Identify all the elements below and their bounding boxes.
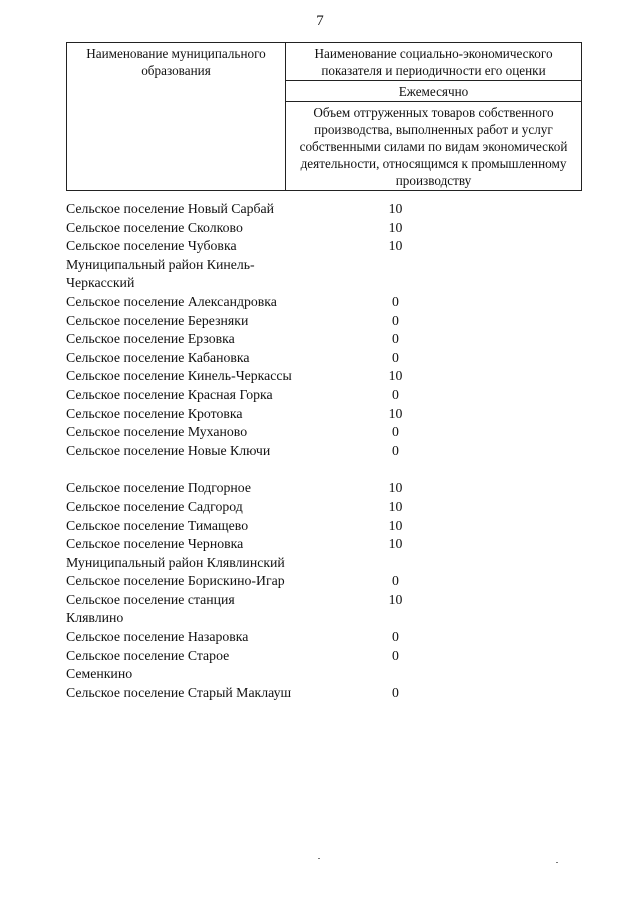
table-row [66, 554, 486, 573]
municipality-name: Сельское поселение Березняки [66, 312, 249, 328]
scan-speck [556, 862, 558, 863]
district-name: Муниципальный район Кинель-Черкасский [66, 256, 255, 291]
municipality-name: Сельское поселение Борискино-Игар [66, 573, 285, 589]
table-row [66, 591, 486, 628]
table-row [66, 312, 486, 331]
table-row [66, 330, 486, 349]
indicator-value: 10 [388, 480, 403, 496]
indicator-value: 10 [388, 238, 403, 254]
municipality-name: Сельское поселение станция Клявлино [66, 591, 235, 626]
page-number: 7 [316, 13, 324, 29]
table-row [66, 628, 486, 647]
indicator-value: 0 [392, 349, 399, 365]
indicator-value: 0 [392, 424, 399, 440]
table-row [66, 684, 486, 703]
indicator-value: 0 [392, 629, 399, 645]
indicator-value: 0 [392, 386, 399, 402]
table-row [66, 498, 486, 517]
header-table [66, 42, 582, 191]
municipality-name: Сельское поселение Старый Маклауш [66, 684, 292, 700]
table-row [66, 517, 486, 536]
municipality-name: Сельское поселение Красная Горка [66, 386, 273, 402]
header-indicator-cell: Наименование социально-экономического показателя и периодичности его оценки [286, 43, 582, 81]
indicator-value: 10 [388, 498, 403, 514]
table-row [66, 386, 486, 405]
municipality-name: Сельское поселение Кабановка [66, 349, 250, 365]
table-row [66, 647, 486, 684]
indicator-value: 10 [388, 536, 403, 552]
indicator-value: 0 [392, 312, 399, 328]
header-municipality-cell: Наименование муниципального образования [67, 43, 286, 191]
indicator-value: 10 [388, 368, 403, 384]
municipality-name: Сельское поселение Тимащево [66, 517, 249, 533]
table-row [66, 367, 486, 386]
table-row [66, 442, 486, 461]
municipality-name: Сельское поселение Садгород [66, 498, 243, 514]
municipality-name: Сельское поселение Сколково [66, 219, 243, 235]
table-row [66, 423, 486, 442]
municipality-name: Сельское поселение Муханово [66, 424, 248, 440]
municipality-name: Сельское поселение Кинель-Черкассы [66, 368, 292, 384]
indicator-value: 0 [392, 573, 399, 589]
municipality-list [66, 200, 486, 702]
indicator-value: 10 [388, 201, 403, 216]
table-row [66, 572, 486, 591]
header-indicator-description-cell: Объем отгруженных товаров собственного производства, выполненных работ и услуг собственными силами по видам экономической деятельности, относящимся к промышленному производству [286, 102, 582, 191]
table-row [66, 200, 486, 219]
municipality-name: Сельское поселение Чубовка [66, 238, 237, 254]
table-row [66, 256, 486, 293]
indicator-value: 10 [388, 517, 403, 533]
municipality-name: Сельское поселение Подгорное [66, 480, 251, 496]
header-periodicity-cell: Ежемесячно [286, 81, 582, 102]
table-row [66, 405, 486, 424]
indicator-value: 10 [388, 405, 403, 421]
municipality-name: Сельское поселение Кротовка [66, 405, 243, 421]
district-name: Муниципальный район Клявлинский [66, 554, 285, 570]
indicator-value: 0 [392, 331, 399, 347]
indicator-value: 0 [392, 293, 399, 309]
municipality-name: Сельское поселение Ерзовка [66, 331, 235, 347]
indicator-value: 0 [392, 647, 399, 663]
table-row [66, 479, 486, 498]
indicator-value: 0 [392, 684, 399, 700]
table-row [66, 349, 486, 368]
municipality-name: Сельское поселение Назаровка [66, 629, 249, 645]
municipality-name: Сельское поселение Черновка [66, 536, 244, 552]
table-row [66, 219, 486, 238]
municipality-name: Сельское поселение Новые Ключи [66, 442, 271, 458]
indicator-value: 0 [392, 442, 399, 458]
indicator-value: 10 [388, 591, 403, 607]
table-row [66, 293, 486, 312]
table-row [66, 237, 486, 256]
municipality-name: Сельское поселение Старое Семенкино [66, 647, 230, 682]
municipality-name: Сельское поселение Александровка [66, 293, 277, 309]
scan-speck [318, 858, 320, 859]
indicator-value: 10 [388, 219, 403, 235]
table-row [66, 535, 486, 554]
row-gap [66, 460, 486, 479]
municipality-name: Сельское поселение Новый Сарбай [66, 201, 275, 216]
